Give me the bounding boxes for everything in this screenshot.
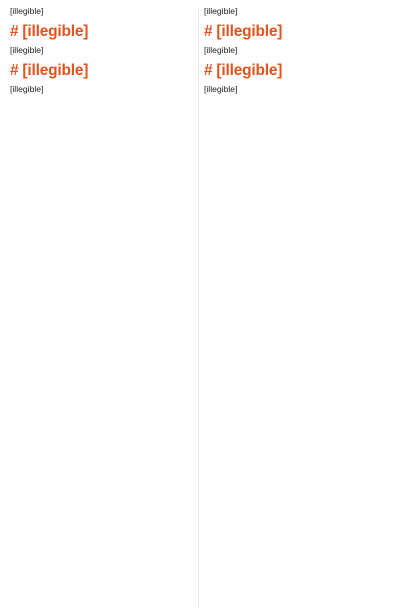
left-section-1-title: [illegible] bbox=[22, 23, 89, 41]
left-section-2-heading bbox=[10, 62, 198, 79]
right-section-1-body: [illegible] bbox=[204, 45, 238, 56]
right-section-2-heading bbox=[204, 62, 392, 79]
right-intro-text: [illegible] bbox=[204, 6, 238, 16]
left-section-2-title: [illegible] bbox=[22, 62, 89, 80]
hash-icon: # bbox=[204, 23, 213, 41]
left-column bbox=[10, 6, 198, 100]
right-column bbox=[204, 6, 392, 100]
hash-icon: # bbox=[10, 62, 19, 80]
hash-icon: # bbox=[10, 23, 19, 41]
right-section-2-title: [illegible] bbox=[216, 62, 283, 80]
left-section-1-body: [illegible] bbox=[10, 45, 44, 56]
hash-icon: # bbox=[204, 62, 213, 80]
right-section-1-title: [illegible] bbox=[216, 23, 283, 41]
right-section-2-body: [illegible] bbox=[204, 84, 238, 95]
left-intro-text: [illegible] bbox=[10, 6, 44, 16]
left-section-1-heading bbox=[10, 23, 198, 40]
left-section-2-body: [illegible] bbox=[10, 84, 44, 95]
column-divider bbox=[198, 8, 199, 608]
right-section-1-heading bbox=[204, 23, 392, 40]
